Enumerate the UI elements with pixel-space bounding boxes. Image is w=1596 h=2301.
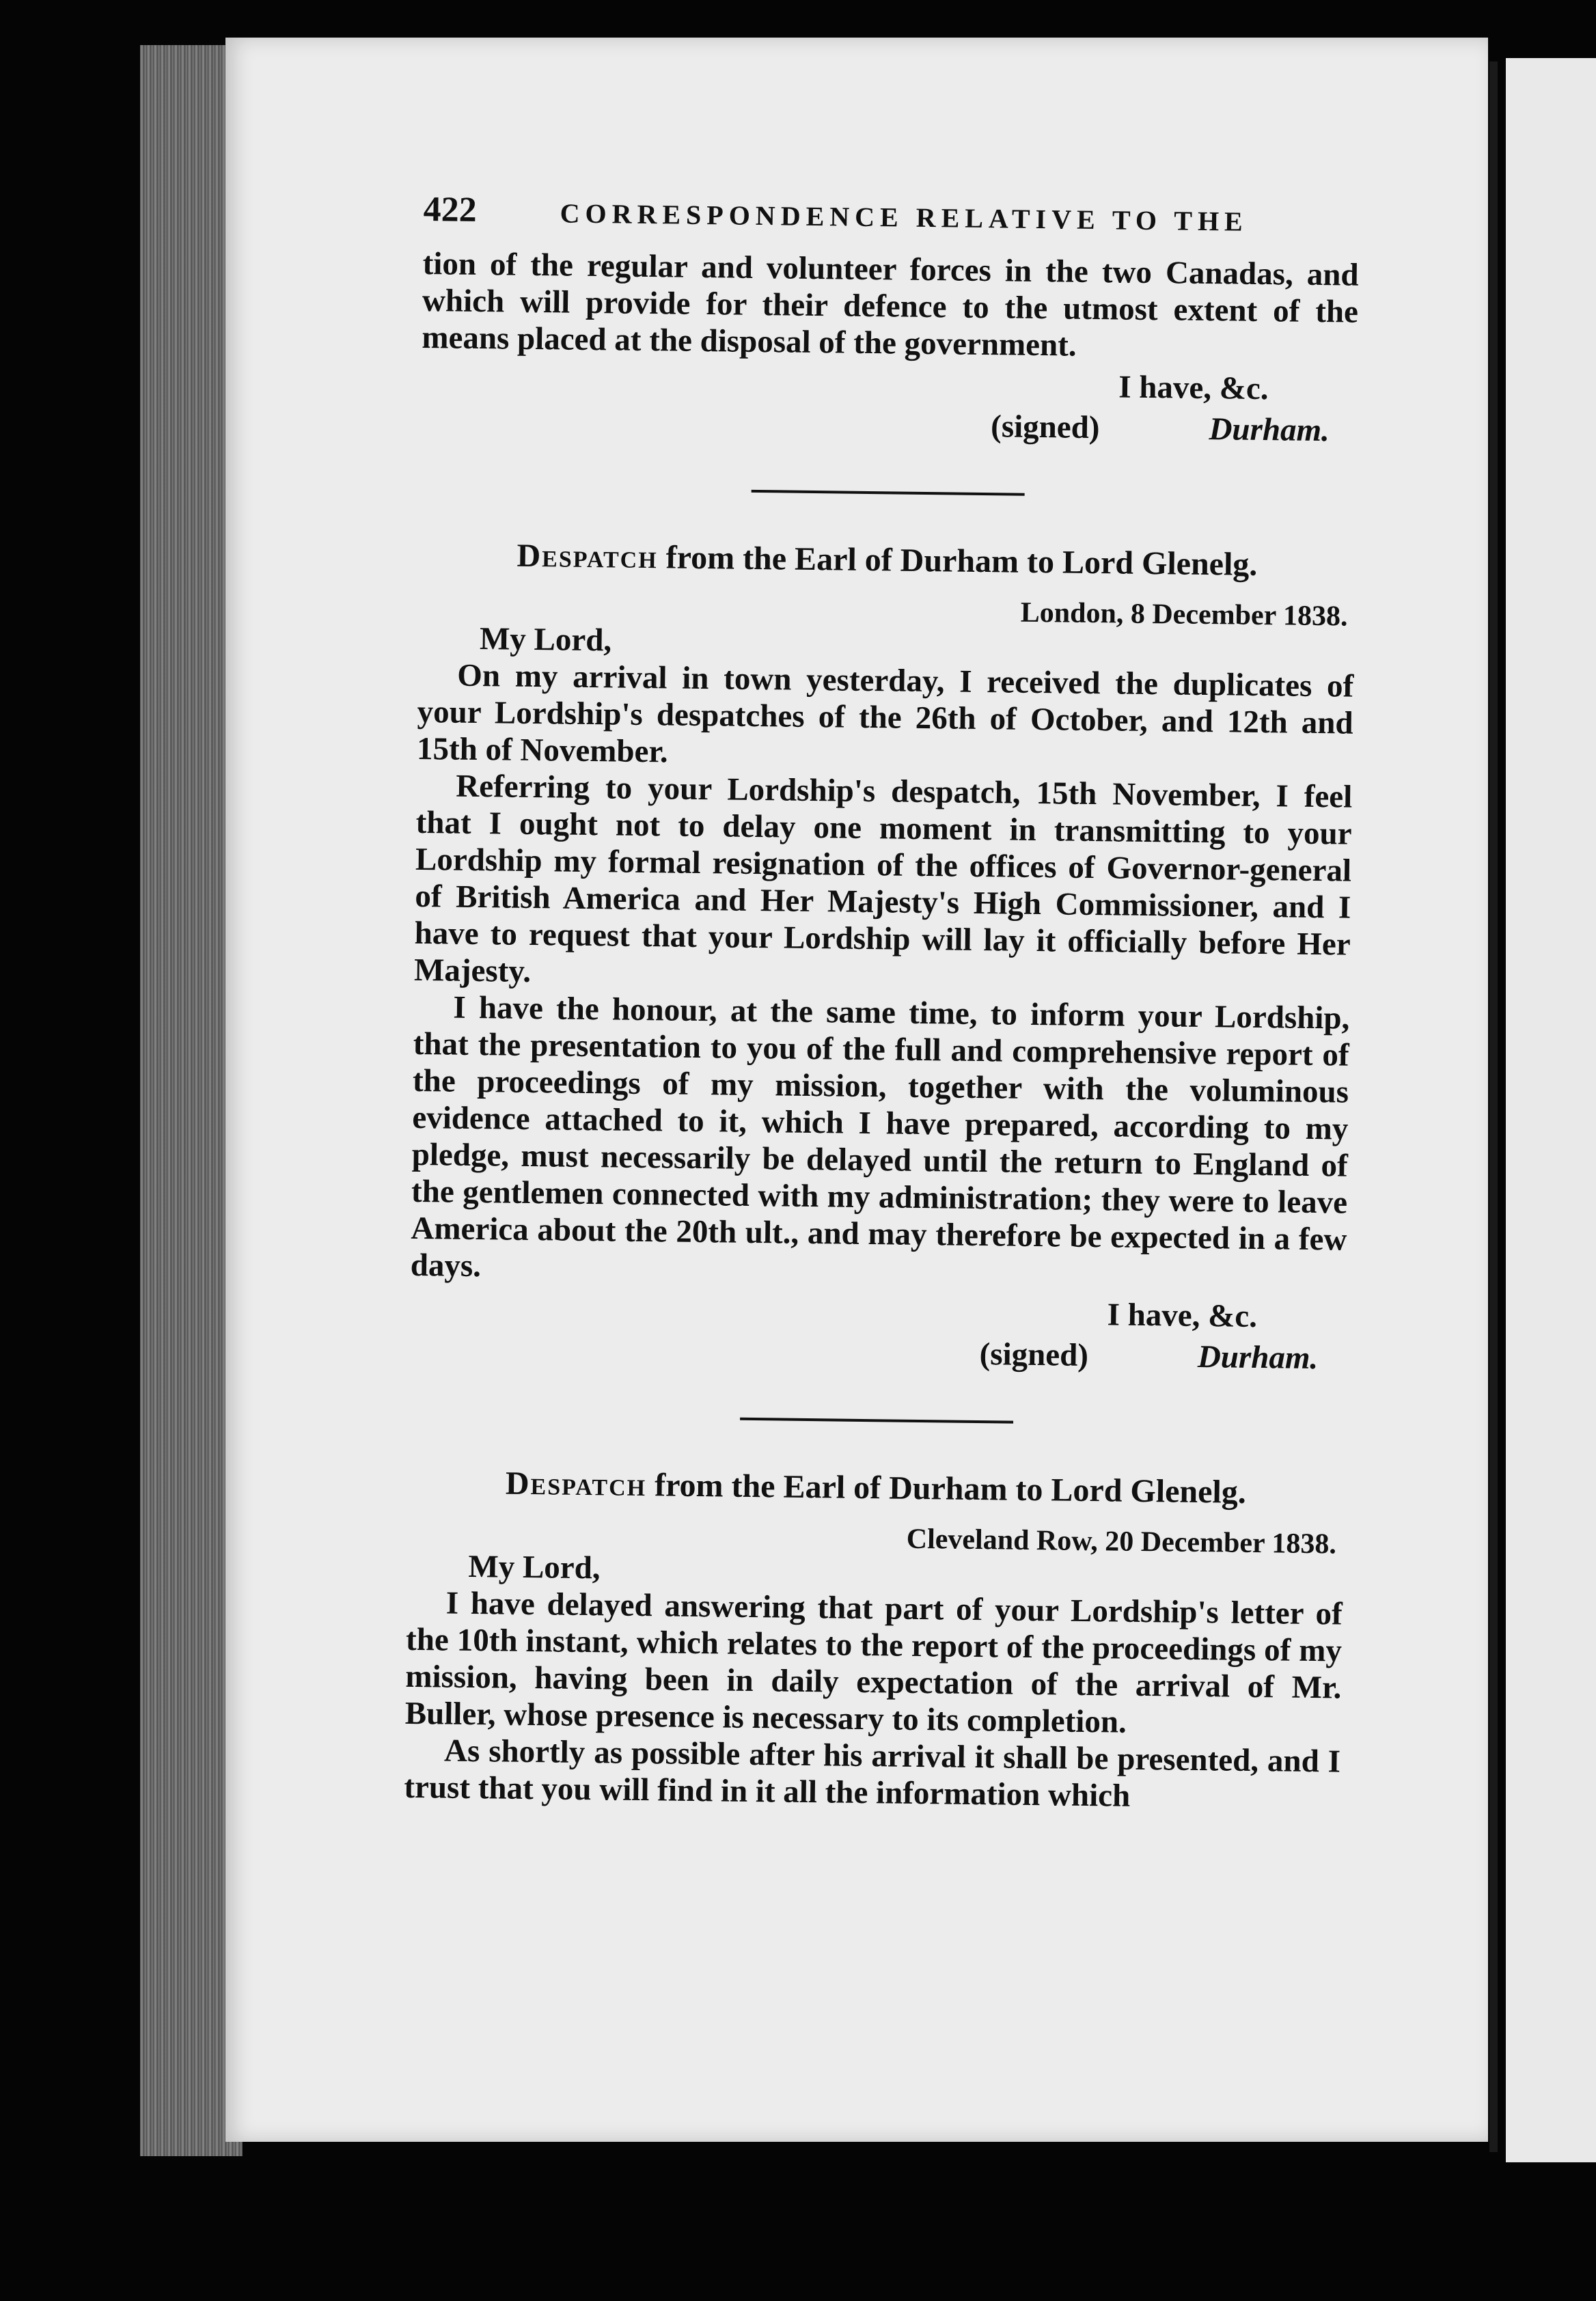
- page-number: 422: [423, 190, 478, 230]
- paragraph: As shortly as possible after his arrival it shall be presented, and I trust that you will find in it all the information which: [404, 1733, 1341, 1814]
- heading-lead: Despatch: [505, 1465, 647, 1504]
- section-rule: [752, 490, 1025, 496]
- closing: I have, &c.: [1107, 1297, 1258, 1335]
- dateline: London, 8 December 1838.: [1020, 596, 1348, 633]
- heading-rest: from the Earl of Durham to Lord Glenelg.: [665, 539, 1258, 583]
- signed-label: (signed): [979, 1336, 1089, 1374]
- signature-line: [421, 401, 1358, 450]
- despatch-heading: [408, 1464, 1345, 1513]
- salutation: My Lord,: [479, 621, 612, 659]
- gutter-shadow: [1489, 61, 1498, 2152]
- section-rule: [740, 1418, 1013, 1424]
- signature-name: Durham.: [1197, 1338, 1319, 1377]
- page-text: [404, 191, 1360, 1817]
- signed-label: (signed): [990, 409, 1100, 446]
- continuation-paragraph: tion of the regular and volunteer forces in the two Canadas, and which will provide for their defence to the utmost extent of the means placed at the disposal of the government.: [422, 245, 1359, 363]
- running-title: CORRESPONDENCE RELATIVE TO THE: [560, 197, 1249, 237]
- signature-line: [409, 1329, 1346, 1377]
- paragraph: Referring to your Lordship's despatch, 15th November, I feel that I ought not to delay one moment in transmitting to your Lordship my formal resignation of the offices of Governor-general of British America and Her Majesty's High Commissioner, and I have to request that your Lordship will lay it officially before Her Majesty.: [413, 768, 1353, 990]
- heading-lead: Despatch: [517, 537, 659, 576]
- closing: I have, &c.: [1118, 369, 1269, 407]
- heading-rest: from the Earl of Durham to Lord Glenelg.: [654, 1467, 1247, 1511]
- paragraph: I have delayed answering that part of your Lordship's letter of the 10th instant, which relates to the report of the proceedings of my mission, having been in daily expectation of the arrival of Mr. Buller, whose presence is necessary to its completion.: [404, 1585, 1343, 1740]
- paragraph: On my arrival in town yesterday, I received the duplicates of your Lordship's despatches of the 26th of October, and 12th and 15th of November.: [416, 657, 1354, 770]
- dateline: Cleveland Row, 20 December 1838.: [906, 1523, 1337, 1560]
- salutation: My Lord,: [468, 1548, 601, 1586]
- signature-name: Durham.: [1209, 411, 1330, 449]
- despatch-heading: [419, 536, 1356, 585]
- paragraph: I have the honour, at the same time, to inform your Lordship, that the presentation to you of the full and comprehensive report of the proceedings of my mission, together with the voluminous evidence attached to it, which I have prepared, according to my pledge, must necessarily be delayed until the return to England of the gentlemen connected with my administration; they were to leave America about the 20th ult., and may therefore be expected in a few days.: [410, 989, 1350, 1284]
- facing-page: [1506, 58, 1596, 2162]
